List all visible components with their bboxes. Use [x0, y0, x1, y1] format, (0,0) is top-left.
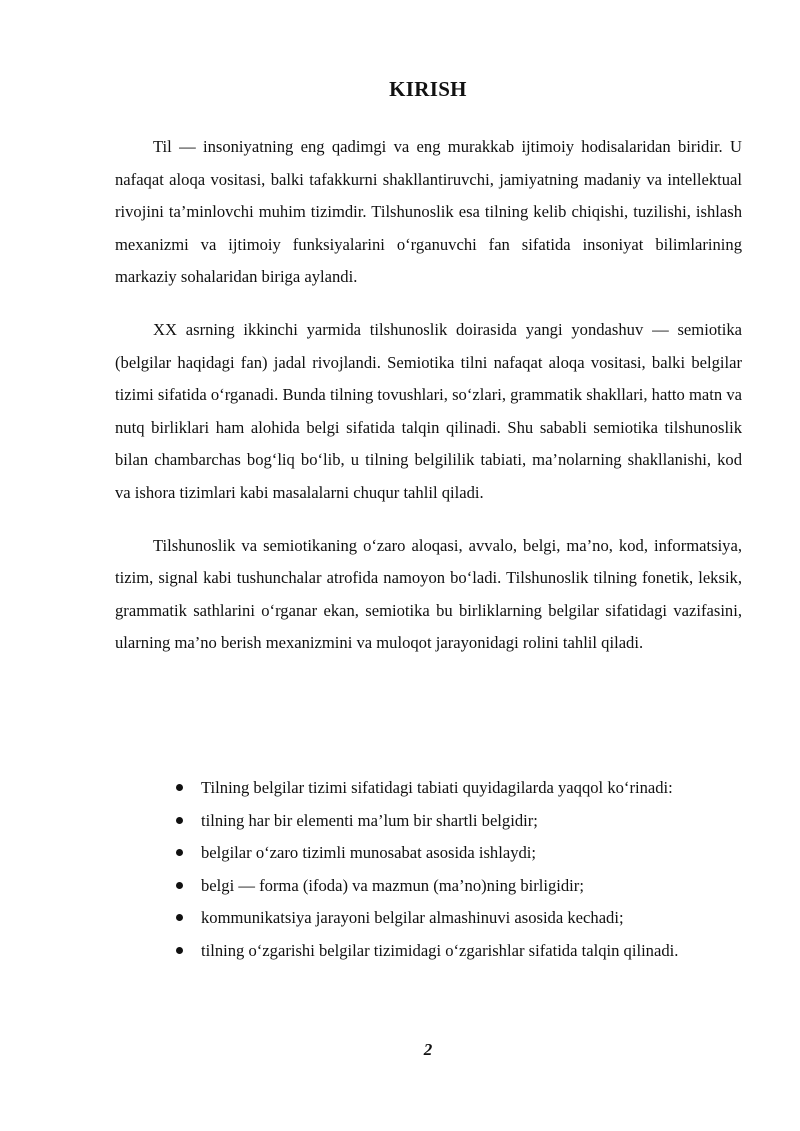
list-item-text: Tilning belgilar tizimi sifatidagi tabiati quyidagilarda yaqqol ko‘rinadi:	[201, 778, 673, 797]
bullet-icon	[176, 849, 183, 856]
paragraph-3: Tilshunoslik va semiotikaning o‘zaro aloqasi, avvalo, belgi, ma’no, kod, informatsiya, tizim, signal kabi tushunchalar atrofida namoyon bo‘ladi. Tilshunoslik tilning fonetik, leksik, grammatik sathlarini o‘rganar ekan, semiotika bu birliklarning belgilar sifatidagi vazifasini, ularning ma’no berish mexanizmini va muloqot jarayonidagi rolini tahlil qiladi.	[115, 535, 742, 653]
page-number: 2	[423, 1040, 433, 1059]
list-item	[176, 902, 756, 935]
list-item-text: kommunikatsiya jarayoni belgilar almashinuvi asosida kechadi;	[201, 908, 624, 928]
paragraph-1: Til — insoniyatning eng qadimgi va eng murakkab ijtimoiy hodisalaridan biridir. U nafaqat aloqa vositasi, balki tafakkurni shakllantiruvchi, jamiyatning madaniy va intellektual rivojini ta’minlovchi muhim tizimdir. Tilshunoslik esa tilning kelib chiqishi, tuzilishi, ishlash mexanizmi va ijtimoiy funksiyalarini o‘rganuvchi fan sifatida insoniyat bilimlarining markaziy sohalaridan biriga aylandi.	[115, 137, 742, 287]
list-item-text: tilning o‘zgarishi belgilar tizimidagi o‘zgarishlar sifatida talqin qilinadi.	[201, 940, 679, 960]
body-text	[115, 131, 742, 680]
list-item-text: tilning har bir elementi ma’lum bir shartli belgidir;	[201, 810, 538, 830]
page-title: KIRISH	[389, 77, 467, 101]
bullet-icon	[176, 817, 183, 824]
list-item	[176, 870, 756, 903]
list-item-text: belgilar o‘zaro tizimli munosabat asosida ishlaydi;	[201, 843, 537, 863]
bullet-icon	[176, 914, 183, 921]
bullet-icon	[176, 947, 183, 954]
bullet-icon	[176, 784, 183, 791]
list-item	[176, 935, 756, 968]
list-item	[176, 837, 756, 870]
bullet-icon	[176, 882, 183, 889]
list-item-text: belgi — forma (ifoda) va mazmun (ma’no)ning birligidir;	[201, 875, 584, 895]
bullet-list	[176, 772, 756, 968]
list-item	[176, 805, 756, 838]
list-item	[176, 772, 756, 805]
paragraph-2: XX asrning ikkinchi yarmida tilshunoslik doirasida yangi yondashuv — semiotika (belgilar haqidagi fan) jadal rivojlandi. Semiotika tilni nafaqat aloqa vositasi, balki belgilar tizimi sifatida o‘rganadi. Bunda tilning tovushlari, so‘zlari, grammatik shakllari, hatto matn va nutq birliklari ham alohida belgi sifatida talqin qilinadi. Shu sababli semiotika tilshunoslik bilan chambarchas bog‘liq bo‘lib, u tilning belgililik tabiati, ma’nolarning shakllanishi, kod va ishora tizimlari kabi masalalarni chuqur tahlil qiladi.	[115, 319, 742, 502]
